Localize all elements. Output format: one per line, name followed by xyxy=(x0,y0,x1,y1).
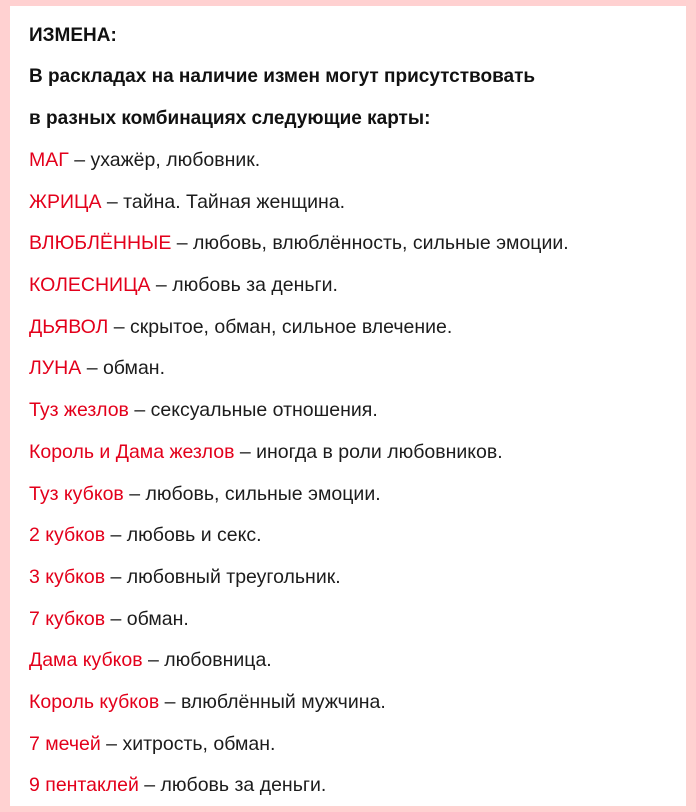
card-name: Король кубков xyxy=(29,690,160,713)
list-item xyxy=(29,474,676,516)
card-meaning: – обман. xyxy=(105,607,189,630)
card-meaning: – любовный треугольник. xyxy=(105,565,341,588)
list-item xyxy=(29,515,676,557)
document-title: ИЗМЕНА: xyxy=(29,25,117,46)
document-body xyxy=(29,16,676,807)
intro-line-2: в разных комбинациях следующие карты: xyxy=(29,108,431,129)
card-name: ДЬЯВОЛ xyxy=(29,315,109,338)
list-item xyxy=(29,640,676,682)
card-meaning: – хитрость, обман. xyxy=(100,732,276,755)
card-name: 9 пентаклей xyxy=(29,774,139,797)
card-name: ВЛЮБЛЁННЫЕ xyxy=(29,232,172,255)
intro-line-1: В раскладах на наличие измен могут присутствовать xyxy=(29,66,536,87)
card-meaning: – скрытое, обман, сильное влечение. xyxy=(108,315,453,338)
card-meaning: – любовь за деньги. xyxy=(138,774,327,797)
card-meaning-list xyxy=(29,140,676,807)
card-meaning: – ухажёр, любовник. xyxy=(68,149,261,171)
content-card xyxy=(10,6,686,806)
list-item xyxy=(29,307,676,349)
card-name: 3 кубков xyxy=(29,565,106,588)
card-name: КОЛЕСНИЦА xyxy=(29,274,151,297)
card-meaning: – тайна. Тайная женщина. xyxy=(101,190,346,213)
list-item xyxy=(29,724,676,766)
list-item xyxy=(29,223,676,265)
card-name: Король и Дама жезлов xyxy=(29,440,235,463)
card-name: ЖРИЦА xyxy=(29,190,102,213)
card-meaning: – влюблённый мужчина. xyxy=(159,690,386,713)
card-name: Туз кубков xyxy=(29,482,124,505)
list-item xyxy=(29,348,676,390)
card-meaning: – любовь и секс. xyxy=(105,524,262,547)
list-item xyxy=(29,557,676,599)
list-item xyxy=(29,432,676,474)
card-meaning: – любовница. xyxy=(142,649,272,672)
card-name: ЛУНА xyxy=(29,357,82,380)
card-name: 7 мечей xyxy=(29,732,101,755)
list-item xyxy=(29,765,676,807)
card-meaning: – любовь, влюблённость, сильные эмоции. xyxy=(171,232,569,255)
list-item xyxy=(29,390,676,432)
list-item xyxy=(29,599,676,641)
list-item xyxy=(29,182,676,224)
card-meaning: – иногда в роли любовников. xyxy=(234,440,503,463)
card-meaning: – любовь за деньги. xyxy=(150,274,338,297)
card-name: 2 кубков xyxy=(29,524,106,547)
card-name: Туз жезлов xyxy=(29,399,129,422)
card-meaning: – обман. xyxy=(81,357,165,380)
list-item xyxy=(29,265,676,307)
list-item xyxy=(29,682,676,724)
card-meaning: – любовь, сильные эмоции. xyxy=(123,482,381,505)
card-meaning: – сексуальные отношения. xyxy=(128,399,378,422)
card-name: 7 кубков xyxy=(29,607,106,630)
card-name: МАГ xyxy=(29,149,69,171)
list-item xyxy=(29,140,676,182)
card-name: Дама кубков xyxy=(29,649,143,672)
